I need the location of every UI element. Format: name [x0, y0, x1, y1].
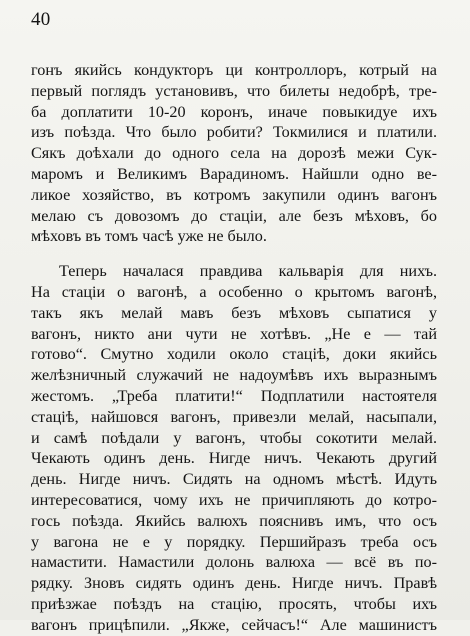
text-line: мелаю съ довозомъ до стаціи, але безъ мѣховъ, бо [31, 206, 437, 225]
text-line: вагонъ, никто ани чути не хотѣвъ. „Не е — тай [31, 324, 437, 343]
text-line: гось поѣзда. Якийсь валюхъ пояснивъ имъ, что осъ [31, 511, 437, 530]
text-line: гонъ якийсь кондукторъ ци контроллоръ, котрый на [31, 61, 437, 79]
text-line: Сякъ доѣхали до одного села на дорозѣ межи Сук- [31, 144, 437, 163]
paragraph-gap [31, 247, 437, 261]
text-line: желѣзничный служачий не надоумѣвъ ихъ выразнымъ [31, 366, 437, 385]
text-line: Теперь началася правдива кальварія для нихъ. [59, 262, 437, 281]
paragraph [31, 60, 437, 247]
text-line: готово“. Смутно ходили около стаціѣ, доки якийсь [31, 345, 437, 364]
text-line: и самѣ поѣдали у вагонъ, чтобы сокотити мелай. [31, 428, 437, 447]
text-line: первый поглядъ установивъ, что билеты недобрѣ, тре- [31, 81, 437, 100]
text-line: вагонъ прицѣпили. „Якже, сейчасъ!“ Але машинистъ [31, 615, 437, 634]
text-line: ликое хозяйство, въ котромъ закупили одинъ вагонъ [31, 185, 437, 204]
text-line: такъ якъ мелай мавъ безъ мѣховъ сыпатися у [31, 303, 437, 322]
text-line: ба доплатити 10-20 коронъ, иначе повыкидуе ихъ [31, 102, 437, 121]
text-line: день. Нигде ничъ. Сидять на одномъ мѣстѣ. Идуть [31, 470, 437, 489]
text-line: изъ поѣзда. Что было робити? Токмилися и платили. [31, 123, 437, 142]
text-line: намастити. Намастили долонь валюха — всё въ по- [31, 553, 437, 572]
text-line: маромъ и Великимъ Варадиномъ. Найшли одно ве- [31, 164, 437, 183]
text-line: интересоватися, чому ихъ не причипляють до котро- [31, 490, 437, 509]
text-line: На стаціи о вагонѣ, а особенно о крытомъ вагонѣ, [31, 282, 437, 301]
text-line: жестомъ. „Треба платити!“ Подплатили настоятеля [31, 386, 437, 405]
body-text [31, 60, 437, 636]
text-line: стаціѣ, найшовся вагонъ, привезли мелай, насыпали, [31, 407, 437, 426]
text-line: рядку. Зновъ сидять одинъ день. Нигде ничъ. Правѣ [31, 574, 437, 593]
text-line: приѣзжае поѣздъ на стацію, просять, чтобы ихъ [31, 594, 437, 613]
page-number: 40 [31, 9, 51, 30]
paragraph [31, 261, 437, 635]
text-line: Чекають одинъ день. Нигде ничъ. Чекають другий [31, 449, 437, 468]
text-line: мѣховъ въ томъ часѣ уже не было. [31, 227, 267, 246]
text-line: у вагона не е у порядку. Першийразъ треба осъ [31, 532, 437, 551]
